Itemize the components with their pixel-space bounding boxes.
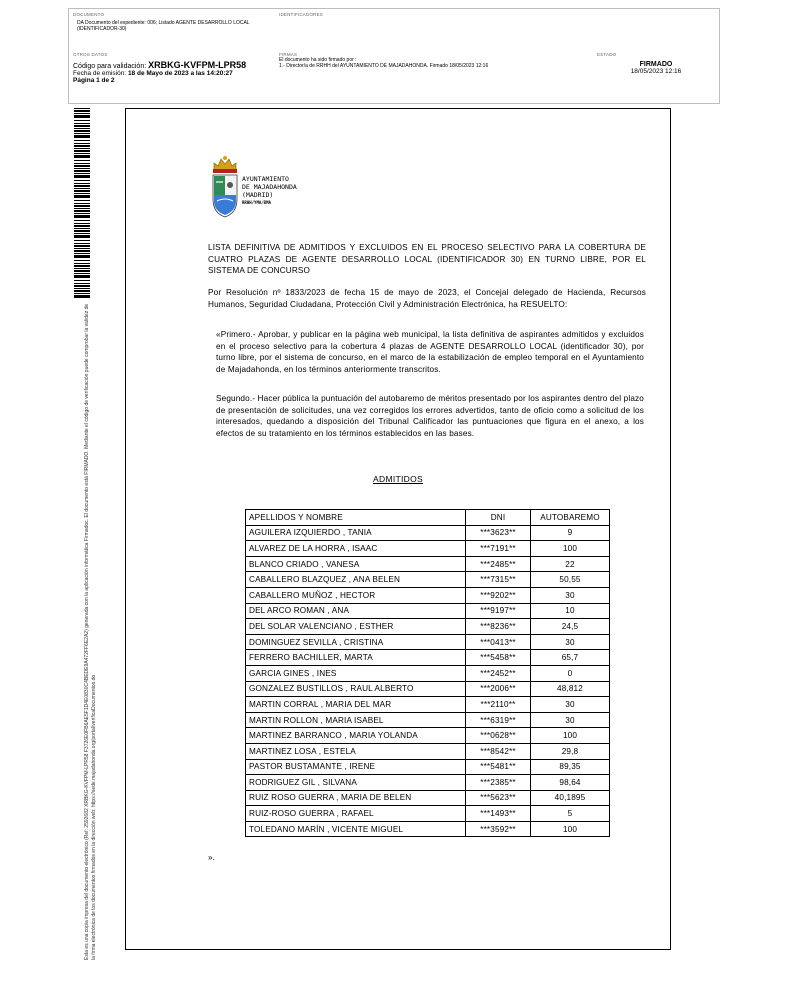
cell-name: TOLEDANO MARÍN , VICENTE MIGUEL [246,821,466,837]
logo-line2: DE MAJADAHONDA [242,183,297,191]
cell-autobaremo: 50,55 [531,572,610,588]
documento-text: DA Documento del expediente: 006; Listado AGENTE DESARROLLO LOCAL (IDENTIFICADOR-30) [77,20,250,32]
identificadores-label: IDENTIFICADORES [279,12,324,17]
closing-mark: ». [208,853,215,862]
cell-dni: ***6319** [466,712,531,728]
cell-dni: ***2110** [466,697,531,713]
document-header [68,8,720,104]
table-row [246,634,610,650]
header-dni: DNI [466,510,531,526]
verification-side-text: Esta es una copia impresa del documento electrónico (Ref: 2592682 XRBKG-KVFPM-LPR58 F3726E0FB6AE5F1D4E0830C4BEDE9A472FF6E2A2) generada con la aplicación informática Firmadoc. El documento está FIRMADO. Mediante el código de verificación puede comprobar la validez de la firma electrónica de los documentos firmados en la dirección web: https://sede.majadahonda.org/portal/verificaDocumentos.do [84,303,97,960]
cell-autobaremo: 100 [531,728,610,744]
cell-autobaremo: 89,35 [531,759,610,775]
cell-dni: ***7191** [466,541,531,557]
cell-dni: ***8542** [466,743,531,759]
cell-dni: ***7315** [466,572,531,588]
cell-dni: ***2452** [466,665,531,681]
table-row [246,775,610,791]
cell-dni: ***1493** [466,806,531,822]
cell-autobaremo: 40,1895 [531,790,610,806]
cell-name: DEL SOLAR VALENCIANO , ESTHER [246,619,466,635]
coat-of-arms-icon [210,151,240,219]
primero-paragraph: «Primero.- Aprobar, y publicar en la página web municipal, la lista definitiva de aspirantes admitidos y excluidos en el proceso selectivo para la cobertura 4 plazas de AGENTE DESARROLLO LOCAL (identificador 30), por turno libre, por el sistema de concurso, en el marco de la estabilización de empleo temporal en el Ayuntamiento de Majadahonda, en los términos anteriormente transcritos. [216,330,644,374]
cell-autobaremo: 30 [531,587,610,603]
cell-name: FERRERO BACHILLER, MARTA [246,650,466,666]
fecha-value: 18 de Mayo de 2023 a las 14:20:27 [127,70,233,77]
table-row [246,759,610,775]
cell-autobaremo: 9 [531,525,610,541]
table-row [246,681,610,697]
fecha-label: Fecha de emisión: [73,70,127,77]
cell-dni: ***8236** [466,619,531,635]
cell-name: PASTOR BUSTAMANTE , IRENE [246,759,466,775]
cell-dni: ***2006** [466,681,531,697]
admitidos-table [245,509,610,837]
identificadores-cell [275,9,719,45]
table-row [246,790,610,806]
codigo-value[interactable]: XRBKG-KVFPM-LPR58 [148,60,247,70]
document-page [125,108,671,950]
cell-dni: ***0413** [466,634,531,650]
logo-line1: AYUNTAMIENTO [242,175,289,183]
cell-autobaremo: 100 [531,541,610,557]
cell-dni: ***9197** [466,603,531,619]
cell-autobaremo: 10 [531,603,610,619]
table-row [246,541,610,557]
cell-name: BLANCO CRIADO , VANESA [246,556,466,572]
table-row [246,572,610,588]
cell-dni: ***5623** [466,790,531,806]
table-row [246,556,610,572]
cell-name: RUIZ-ROSO GUERRA , RAFAEL [246,806,466,822]
cell-autobaremo: 30 [531,634,610,650]
barcode-icon [74,108,90,298]
cell-autobaremo: 30 [531,712,610,728]
table-header-row [246,510,610,526]
otros-datos-label: OTROS DATOS [73,52,108,57]
cell-autobaremo: 30 [531,697,610,713]
estado-value: FIRMADO [639,61,673,68]
logo-line3: (MADRID) [242,191,274,199]
header-apellidos: APELLIDOS Y NOMBRE [246,510,466,526]
firmas-label: FIRMAS [279,52,298,57]
otros-datos-cell [69,49,275,103]
table-row [246,619,610,635]
cell-dni: ***0628** [466,728,531,744]
cell-dni: ***2385** [466,775,531,791]
cell-autobaremo: 24,5 [531,619,610,635]
table-row [246,603,610,619]
admitidos-heading: ADMITIDOS [373,474,423,484]
cell-autobaremo: 65,7 [531,650,610,666]
fecha-emision [73,70,271,77]
estado-cell [593,49,719,103]
cell-autobaremo: 0 [531,665,610,681]
table-row [246,587,610,603]
header-autobaremo: AUTOBAREMO [531,510,610,526]
cell-dni: ***5458** [466,650,531,666]
document-title: LISTA DEFINITIVA DE ADMITIDOS Y EXCLUIDOS EN EL PROCESO SELECTIVO PARA LA COBERTURA DE CUATRO PLAZAS DE AGENTE DESARROLLO LOCAL (IDENTIFICADOR 30) EN TURNO LIBRE, POR EL SISTEMA DE CONCURSO [208,243,646,276]
table-row [246,650,610,666]
cell-name: GONZALEZ BUSTILLOS , RAUL ALBERTO [246,681,466,697]
logo-ref: RRHH/YMA/BMA [242,200,271,205]
codigo-validacion [73,60,271,70]
table-row [246,728,610,744]
resolution-paragraph: Por Resolución nº 1833/2023 de fecha 15 de mayo de 2023, el Concejal delegado de Hacienda, Recursos Humanos, Seguridad Ciudadana, Protección Civil y Administración Electrónica, ha RESUELTO: [208,288,646,309]
cell-name: DOMINGUEZ SEVILLA , CRISTINA [246,634,466,650]
table-row [246,525,610,541]
firmas-line2: 1.- Director/a de RRHH del AYUNTAMIENTO DE MAJADAHONDA. Firmado 18/05/2023 12:16 [279,63,489,69]
cell-name: CABALLERO BLAZQUEZ , ANA BELEN [246,572,466,588]
segundo-paragraph: Segundo.- Hacer pública la puntuación del autobaremo de méritos presentado por los aspirantes dentro del plazo de presentación de solicitudes, una vez corregidos los errores advertidos, tanto de oficio como a solicitud de los interesados, quedando a disposición del Tribunal Calificador las puntuaciones que figura en el anexo, a los efectos de su tratamiento en los términos establecidos en las bases. [216,394,644,438]
codigo-label: Código para validación: [73,63,147,70]
cell-dni: ***2485** [466,556,531,572]
cell-autobaremo: 98,64 [531,775,610,791]
table-row [246,665,610,681]
cell-name: RODRIGUEZ GIL , SILVANA [246,775,466,791]
cell-autobaremo: 100 [531,821,610,837]
firmas-cell [275,49,593,103]
documento-cell [69,9,275,45]
table-row [246,697,610,713]
cell-dni: ***5481** [466,759,531,775]
estado-label: ESTADO [597,52,617,57]
cell-name: MARTINEZ BARRANCO , MARIA YOLANDA [246,728,466,744]
cell-name: DEL ARCO ROMAN , ANA [246,603,466,619]
documento-label: DOCUMENTO [73,12,105,17]
cell-autobaremo: 48,812 [531,681,610,697]
cell-name: CABALLERO MUÑOZ , HECTOR [246,587,466,603]
cell-name: ALVAREZ DE LA HORRA , ISAAC [246,541,466,557]
cell-dni: ***9202** [466,587,531,603]
cell-name: MARTIN ROLLON , MARIA ISABEL [246,712,466,728]
cell-name: MARTIN CORRAL , MARIA DEL MAR [246,697,466,713]
table-row [246,806,610,822]
firmas-line1: El documento ha sido firmado por : [279,57,357,63]
cell-autobaremo: 22 [531,556,610,572]
cell-name: MARTINEZ LOSA , ESTELA [246,743,466,759]
table-row [246,821,610,837]
table-row [246,712,610,728]
cell-autobaremo: 29,8 [531,743,610,759]
cell-autobaremo: 5 [531,806,610,822]
institution-name [242,175,297,207]
pagina-indicator: Página 1 de 2 [73,77,115,84]
cell-dni: ***3592** [466,821,531,837]
cell-dni: ***3623** [466,525,531,541]
estado-date: 18/05/2023 12:16 [630,68,682,75]
cell-name: GARCIA GINES , INES [246,665,466,681]
cell-name: RUIZ ROSO GUERRA , MARIA DE BELEN [246,790,466,806]
cell-name: AGUILERA IZQUIERDO , TANIA [246,525,466,541]
table-row [246,743,610,759]
